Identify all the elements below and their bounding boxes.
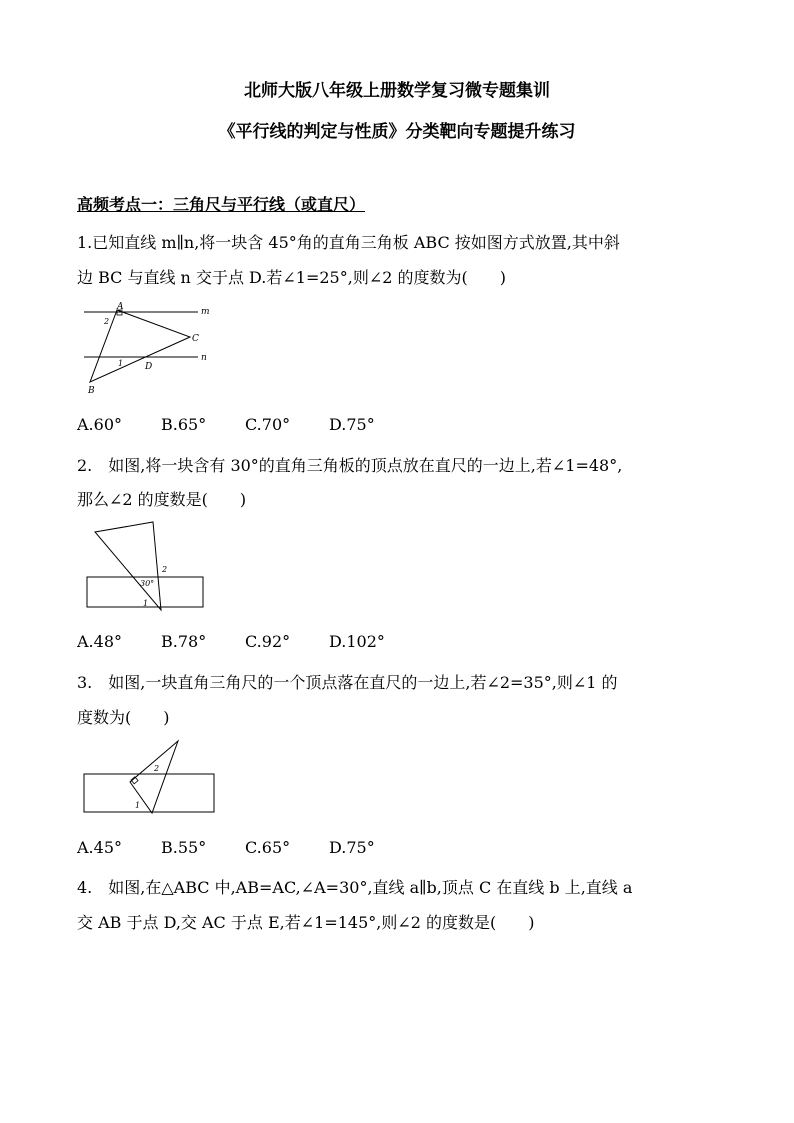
question-4-line-1: 4. 如图,在△ABC 中,AB=AC,∠A=30°,直线 a∥b,顶点 C 在直线 b 上,直线 a [77, 878, 633, 897]
page-title: 北师大版八年级上册数学复习微专题集训 [244, 81, 550, 101]
question-1-figure [78, 300, 218, 400]
question-1-line-2: 边 BC 与直线 n 交于点 D.若∠1=25°,则∠2 的度数为( ) [77, 268, 506, 287]
section-heading: 高频考点一：三角尺与平行线（或直尺） [77, 195, 366, 214]
label-d: D [145, 362, 153, 372]
label-a: A [117, 302, 124, 312]
triangle [95, 522, 161, 610]
label-angle-1: 1 [135, 801, 141, 810]
option-c: C.70° [245, 415, 291, 434]
label-b: B [88, 386, 95, 396]
option-b: B.78° [161, 632, 207, 651]
question-3-line-2: 度数为( ) [77, 708, 170, 727]
option-b: B.65° [161, 415, 207, 434]
label-m: m [201, 307, 210, 317]
option-a: A.45° [77, 838, 122, 857]
option-a: A.48° [77, 632, 122, 651]
label-angle-2: 2 [154, 764, 160, 773]
label-angle-2: 2 [162, 565, 168, 574]
question-2-line-2: 那么∠2 的度数是( ) [77, 490, 247, 509]
label-n: n [201, 353, 207, 363]
question-2-options [77, 632, 413, 651]
question-3-line-1: 3. 如图,一块直角三角尺的一个顶点落在直尺的一边上,若∠2=35°,则∠1 的 [77, 673, 618, 692]
label-angle-1: 1 [143, 599, 149, 608]
question-4-line-2: 交 AB 于点 D,交 AC 于点 E,若∠1=145°,则∠2 的度数是( ) [77, 913, 535, 932]
label-angle-2: 2 [104, 317, 110, 326]
option-d: D.75° [329, 838, 375, 857]
option-c: C.65° [245, 838, 291, 857]
label-c: C [192, 334, 199, 344]
question-3-options [77, 838, 413, 857]
option-b: B.55° [161, 838, 207, 857]
option-d: D.102° [329, 632, 385, 651]
question-1-line-1: 1.已知直线 m∥n,将一块含 45°角的直角三角板 ABC 按如图方式放置,其中斜 [77, 233, 620, 252]
question-2-line-1: 2. 如图,将一块含有 30°的直角三角板的顶点放在直尺的一边上,若∠1=48°, [77, 456, 623, 475]
option-c: C.92° [245, 632, 291, 651]
page-subtitle: 《平行线的判定与性质》分类靶向专题提升练习 [218, 122, 576, 142]
label-angle-1: 1 [118, 359, 124, 368]
question-1-options [77, 415, 413, 434]
option-d: D.75° [329, 415, 375, 434]
label-30: 30° [140, 579, 155, 588]
ruler [84, 774, 214, 812]
option-a: A.60° [77, 415, 122, 434]
question-2-figure [85, 520, 210, 615]
question-3-figure [82, 738, 222, 818]
